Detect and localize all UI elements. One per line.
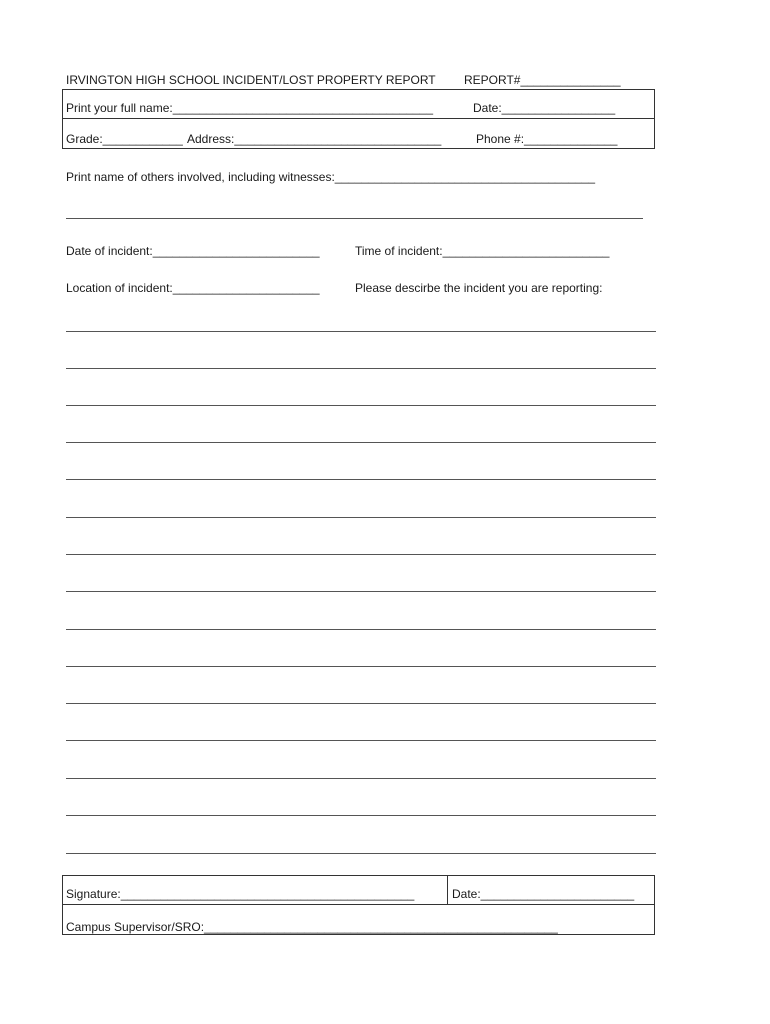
description-line[interactable] bbox=[66, 442, 656, 443]
description-line[interactable] bbox=[66, 591, 656, 592]
others-involved-continuation-line[interactable] bbox=[66, 218, 643, 219]
description-line[interactable] bbox=[66, 554, 656, 555]
description-line[interactable] bbox=[66, 778, 656, 779]
campus-supervisor-field[interactable]: Campus Supervisor/SRO:_____________________________________________________ bbox=[66, 920, 558, 934]
date-field[interactable]: Date:_________________ bbox=[473, 101, 616, 115]
description-line[interactable] bbox=[66, 517, 656, 518]
signature-date-divider bbox=[447, 875, 448, 905]
phone-field[interactable]: Phone #:______________ bbox=[476, 132, 618, 146]
description-line[interactable] bbox=[66, 405, 656, 406]
grade-field[interactable]: Grade:____________ bbox=[66, 132, 183, 146]
report-number-field[interactable]: REPORT#_______________ bbox=[464, 73, 621, 87]
signature-field[interactable]: Signature:____________________________________________ bbox=[66, 887, 415, 901]
others-involved-field[interactable]: Print name of others involved, including witnesses:_______________________________________ bbox=[66, 170, 596, 184]
full-name-field[interactable]: Print your full name:_______________________________________ bbox=[66, 101, 433, 115]
description-line[interactable] bbox=[66, 853, 656, 854]
description-line[interactable] bbox=[66, 815, 656, 816]
describe-incident-label: Please descirbe the incident you are reporting: bbox=[355, 281, 603, 295]
address-field[interactable]: Address:_______________________________ bbox=[187, 132, 442, 146]
location-of-incident-field[interactable]: Location of incident:______________________ bbox=[66, 281, 320, 295]
form-title: IRVINGTON HIGH SCHOOL INCIDENT/LOST PROPERTY REPORT bbox=[66, 73, 436, 87]
description-line[interactable] bbox=[66, 629, 656, 630]
description-line[interactable] bbox=[66, 479, 656, 480]
description-line[interactable] bbox=[66, 703, 656, 704]
time-of-incident-field[interactable]: Time of incident:_________________________ bbox=[355, 244, 610, 258]
description-line[interactable] bbox=[66, 368, 656, 369]
signature-date-field[interactable]: Date:_______________________ bbox=[452, 887, 635, 901]
description-line[interactable] bbox=[66, 740, 656, 741]
description-line[interactable] bbox=[66, 666, 656, 667]
date-of-incident-field[interactable]: Date of incident:_________________________ bbox=[66, 244, 320, 258]
description-line[interactable] bbox=[66, 331, 656, 332]
